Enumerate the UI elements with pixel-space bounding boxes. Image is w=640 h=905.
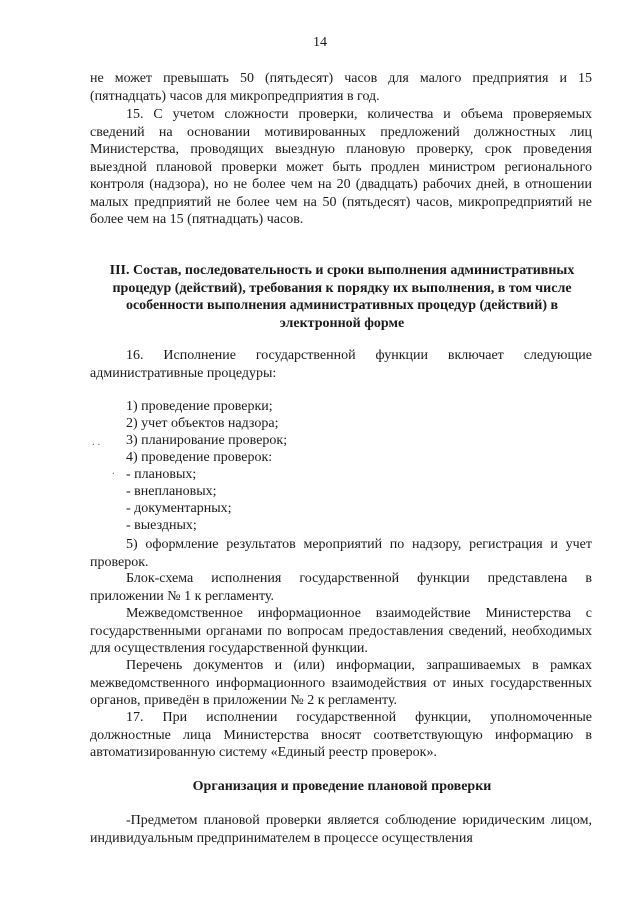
page-number: 14 <box>313 35 327 50</box>
paragraph-inspection-subject: -Предметом плановой проверки является соблюдение юридическим лицом, индивидуальным предпринимателем в процессе осуществления <box>90 813 592 846</box>
continuation-paragraph: не может превышать 50 (пятьдесят) часов для малого предприятия и 15 (пятнадцать) часов для микропредприятия в год. <box>90 71 592 104</box>
procedure-subitem-documentary: - документарных; <box>126 501 232 516</box>
section-heading: III. Состав, последовательность и сроки выполнения административных процедур (действий), требования к порядку их выполнения, в том числе особенности выполнения административных процедур (действий) в электронной форме <box>109 263 575 331</box>
paragraph-16: 16. Исполнение государственной функции включает следующие административные процедуры: <box>90 348 592 381</box>
procedure-item-4: 4) проведение проверок: <box>126 450 273 465</box>
procedure-subitem-onsite: - выездных; <box>126 518 197 533</box>
procedure-item-2: 2) учет объектов надзора; <box>126 416 279 431</box>
paragraph-17: 17. При исполнении государственной функции, уполномоченные должностные лица Министерства вносят соответствующую информацию в автоматизированную систему «Единый реестр проверок». <box>90 710 592 760</box>
subheading-planned-inspection: Организация и проведение плановой проверки <box>192 779 492 794</box>
scan-mark: . . <box>92 436 101 448</box>
paragraph-interaction: Межведомственное информационное взаимодействие Министерства с государственными органами по вопросам предоставления сведений, необходимых для осуществления государственной функции. <box>90 606 592 656</box>
procedure-subitem-unplanned: - внеплановых; <box>126 484 217 499</box>
procedure-item-3: 3) планирование проверок; <box>126 433 288 448</box>
paragraph-15: 15. С учетом сложности проверки, количества и объема проверяемых сведений на основании мотивированных предложений должностных лиц Министерства, проводящих выездную плановую проверку, срок проведения выездной плановой проверки может быть продлен министром регионального контроля (надзора), но не более чем на 20 (двадцать) рабочих дней, в отношении малых предприятий не более чем на 50 (пятьдесят) часов, микропредприятий не более чем на 15 (пятнадцать) часов. <box>90 107 592 227</box>
procedure-item-5: 5) оформление результатов мероприятий по надзору, регистрация и учет проверок. <box>90 537 592 570</box>
paragraph-documents: Перечень документов и (или) информации, запрашиваемых в рамках межведомственного информационного взаимодействия от иных государственных органов, приведён в приложении № 2 к регламенту. <box>90 658 592 708</box>
procedure-subitem-planned: - плановых; <box>126 467 197 482</box>
procedure-item-1: 1) проведение проверки; <box>126 399 273 414</box>
paragraph-block-scheme: Блок-схема исполнения государственной функции представлена в приложении № 1 к регламенту. <box>90 571 592 604</box>
scan-mark: . <box>112 465 115 477</box>
